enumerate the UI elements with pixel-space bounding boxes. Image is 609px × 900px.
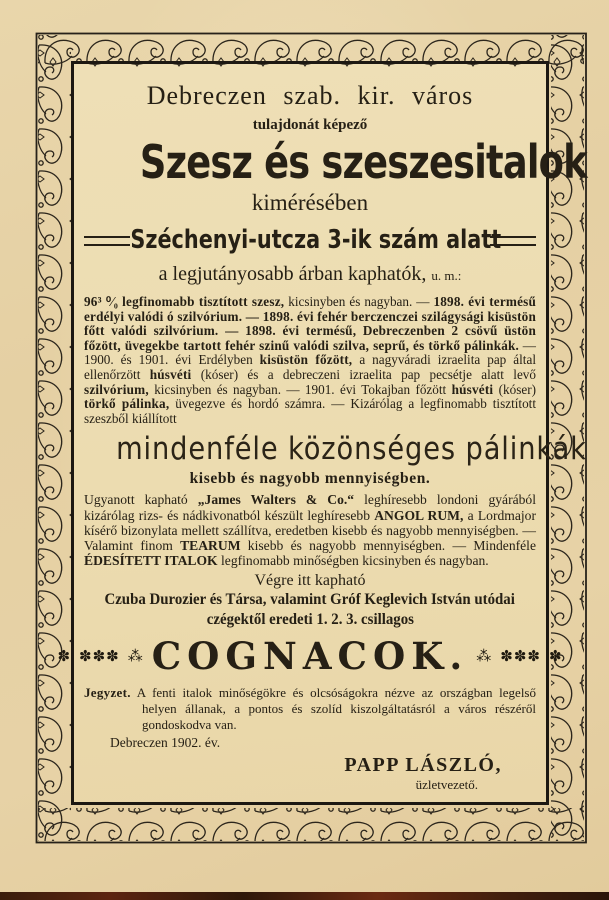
property-line: tulajdonát képező: [252, 117, 368, 133]
cognac-firms-line2: czégektől eredeti 1. 2. 3. csillagos: [206, 611, 414, 629]
address-line: Széchenyi-utcza 3-ik szám alatt: [130, 225, 502, 255]
note-paragraph: [84, 685, 536, 733]
palinka-heading: mindenféle közönséges pálinkák: [116, 431, 587, 468]
palinka-subheading: kisebb és nagyobb mennyiségben.: [189, 470, 431, 488]
subtitle-kimeres: kimérésében: [251, 190, 369, 215]
double-rule-right: [490, 236, 536, 246]
flower-ornament-icon: ✽✽✽: [79, 647, 120, 666]
flower-ornament-icon: ⁂: [127, 647, 144, 666]
note-text: A fenti italok minőségökre és olcsóságokra nézve az országban legelső helyen állanak, a pontos és szolíd kiszolgáltatásról a város részéről gondoskodva van.: [130, 685, 536, 733]
signature-role: üzletvezető.: [415, 777, 478, 793]
signature-name: PAPP LÁSZLÓ,: [344, 754, 502, 777]
price-suffix: u. m.:: [431, 268, 462, 283]
cognac-title-row: [57, 633, 563, 679]
rum-paragraph: Ugyanott kapható „James Walters & Co.“ leghíresebb londoni gyárából kizárólag rizs- és nádkivonatból készült leghíresebb ANGOL RUM, a Lordmajor kísérő bizonylata mellett szállítva, eredetben kisebb és nagyobb mennyiségben. — Valamint finom TEARUM kisebb és nagyobb mennyiségben. — Mindenféle ÉDESÍTETT ITALOK legfinomabb minőségben kicsinyben és nagyban.: [84, 492, 537, 569]
products-paragraph: 96³ ⁰⁄₀ legfinomabb tisztított szesz, kicsinyben és nagyban. — 1898. évi termésű erdélyi valódi ó szilvórium. — 1898. évi fehér berczenczei szilágysági kisüstön főtt valódi szilvórium. — 1898. évi termésű, Debreczenben 2 csövű üstön főzött, üvegekbe tartott fehér szinű valódi szilva, seprű, és törkő pálinkák. — 1900. és 1901. évi Erdélyben kisüstön főzött, a nagyváradi izraelita pap által ellenőrzött húsvéti (kóser) és a debreczeni izraelita pap pecsétje alatt levő szilvórium, kicsinyben és nagyban. — 1901. évi Tokajban főzött húsvéti (kóser) törkő pálinka, üvegezve és hordó számra. — Kizárólag a legfinomabb tisztított szeszből kiállított: [84, 294, 537, 426]
flower-ornament-icon: ✽✽✽: [500, 647, 541, 666]
page-edge-strip: [0, 892, 609, 900]
cognac-title: COGNACOK.: [151, 634, 469, 679]
flower-ornament-icon: ✽: [57, 647, 72, 666]
double-rule-left: [84, 236, 130, 246]
advertisement-content: [57, 70, 587, 793]
main-title: Szesz és szeszesitalok: [139, 135, 587, 189]
city-title: Debreczen szab. kir. város: [146, 81, 474, 110]
price-line: a legjutányosabb árban kaphatók, u. m.:: [158, 263, 462, 285]
cognac-intro: Végre itt kapható: [254, 572, 366, 590]
flower-ornament-icon: ⁂: [476, 647, 493, 666]
note-label: Jegyzet.: [84, 685, 131, 701]
date-line: Debreczen 1902. év.: [110, 735, 221, 751]
cognac-firms-line1: Czuba Durozier és Társa, valamint Gróf Keglevich István utódai: [104, 591, 516, 609]
flower-ornament-icon: ✽: [548, 647, 563, 666]
address-row: [84, 223, 536, 257]
